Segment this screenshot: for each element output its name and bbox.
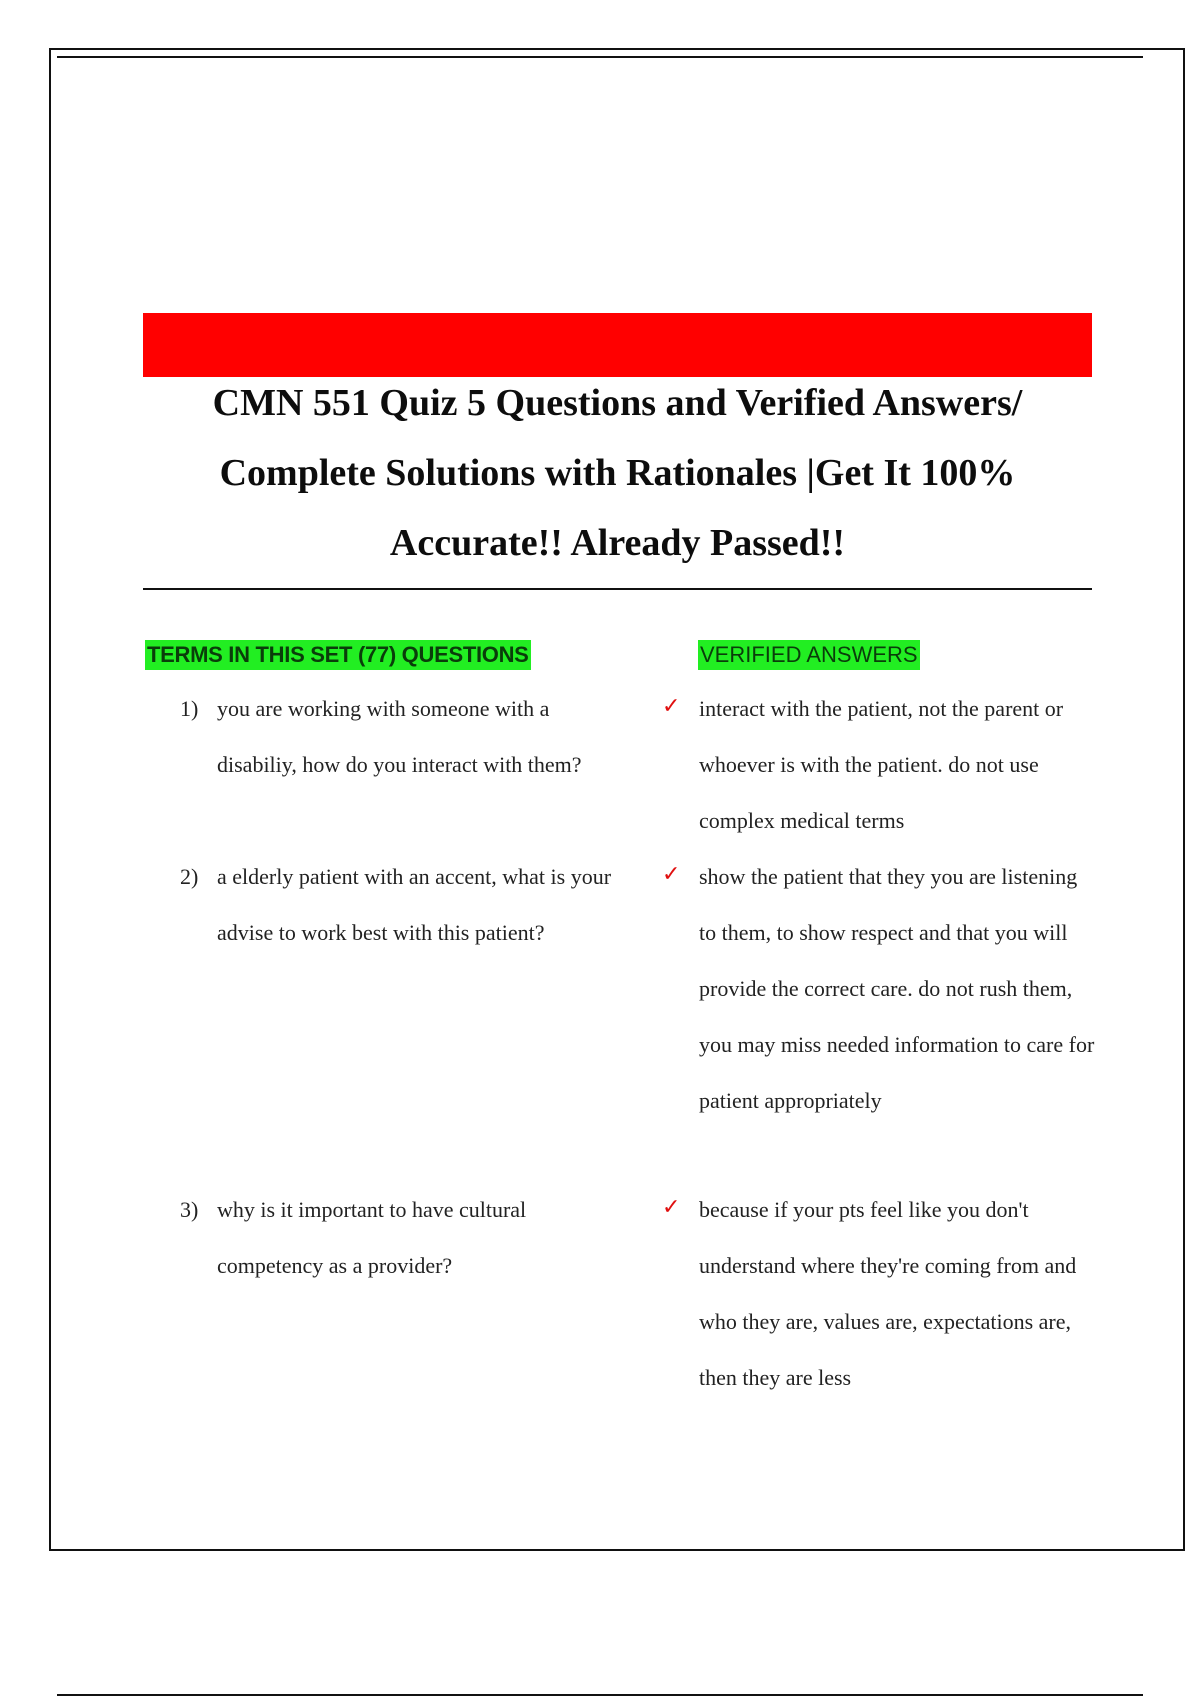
title-divider bbox=[143, 588, 1092, 590]
check-icon: ✓ bbox=[662, 694, 681, 719]
answer-text: show the patient that they you are listening to them, to show respect and that you will provide the correct care. do not rush them, you may miss needed information to care for patient appropriately bbox=[699, 864, 1095, 1113]
document-title: CMN 551 Quiz 5 Questions and Verified Answers/ Complete Solutions with Rationales |Get It 100% Accurate!! Already Passed!! bbox=[212, 382, 1023, 564]
questions-header: TERMS IN THIS SET (77) QUESTIONS bbox=[145, 640, 531, 670]
check-icon: ✓ bbox=[662, 1195, 681, 1220]
question-number: 1) bbox=[180, 696, 199, 721]
answer-text: interact with the patient, not the parent or whoever is with the patient. do not use complex medical terms bbox=[699, 696, 1064, 833]
check-icon: ✓ bbox=[662, 862, 681, 887]
question-text: you are working with someone with a disabiliy, how do you interact with them? bbox=[217, 696, 582, 777]
question-text: a elderly patient with an accent, what is your advise to work best with this patient? bbox=[217, 864, 612, 945]
question-number: 3) bbox=[180, 1197, 199, 1222]
question-text: why is it important to have cultural competency as a provider? bbox=[217, 1197, 527, 1278]
top-rule bbox=[57, 56, 1143, 58]
question-number: 2) bbox=[180, 864, 199, 889]
bottom-rule bbox=[57, 1694, 1143, 1696]
answer-text: because if your pts feel like you don't understand where they're coming from and who they are, values are, expectations are, then they are less bbox=[699, 1197, 1077, 1390]
answers-header: VERIFIED ANSWERS bbox=[698, 640, 920, 670]
